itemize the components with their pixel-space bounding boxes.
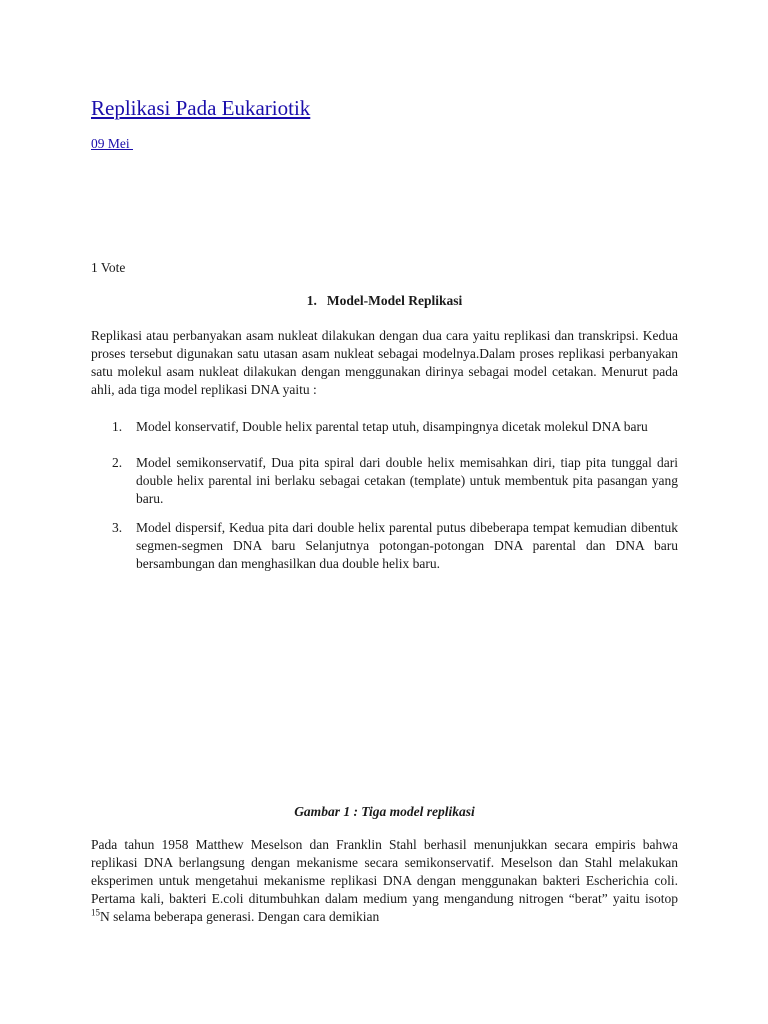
intro-paragraph: Replikasi atau perbanyakan asam nukleat dilakukan dengan dua cara yaitu replikasi dan transkripsi. Kedua proses tersebut digunakan satu utasan asam nukleat sebagai modelnya.Dalam proses replikasi perbanyakan satu molekul asam nukleat dilakukan dengan menggunakan dirinya sebagai model cetakan. Menurut pada ahli, ada tiga model replikasi DNA yaitu : — [91, 328, 678, 397]
article-date-link[interactable]: 09 Mei — [91, 136, 133, 151]
body-text-part1: Pada tahun 1958 Matthew Meselson dan Franklin Stahl berhasil menunjukkan secara empiris bahwa replikasi DNA berlangsung dengan mekanisme secara semikonservatif. Meselson dan Stahl melakukan eksperimen untuk mengetahui mekanisme replikasi DNA dengan menggunakan bakteri Escherichia coli. Pertama kali, bakteri E.coli ditumbuhkan dalam medium yang mengandung nitrogen “berat” yaitu isotop — [91, 837, 678, 906]
body-paragraph — [91, 836, 678, 926]
isotope-symbol: N — [100, 909, 110, 924]
section-number: 1. — [306, 293, 317, 308]
list-item — [91, 519, 678, 573]
list-item-text: Model semikonservatif, Dua pita spiral dari double helix memisahkan diri, tiap pita tunggal dari double helix parental ini berlaku sebagai cetakan (template) untuk membentuk pita pasangan yang baru. — [136, 455, 678, 506]
list-item — [91, 454, 678, 508]
list-item-number: 1. — [112, 419, 123, 434]
vote-count: 1 Vote — [91, 260, 126, 275]
isotope-mass-number: 15 — [91, 907, 100, 918]
section-heading — [91, 292, 678, 310]
article-title-link[interactable]: Replikasi Pada Eukariotik — [91, 96, 311, 120]
figure-caption: Gambar 1 : Tiga model replikasi — [294, 804, 475, 819]
body-text-part2: selama beberapa generasi. Dengan cara demikian — [109, 909, 380, 924]
section-heading-text: Model-Model Replikasi — [326, 293, 463, 308]
list-item-number: 2. — [112, 455, 123, 470]
list-item-text: Model konservatif, Double helix parental tetap utuh, disampingnya dicetak molekul DNA baru — [136, 419, 648, 434]
list-item-number: 3. — [112, 520, 123, 535]
list-item-text: Model dispersif, Kedua pita dari double helix parental putus dibeberapa tempat kemudian dibentuk segmen-segmen DNA baru Selanjutnya potongan-potongan DNA parental dan DNA baru bersambungan dan menghasilkan dua double helix baru. — [136, 520, 678, 571]
list-item — [91, 418, 678, 436]
